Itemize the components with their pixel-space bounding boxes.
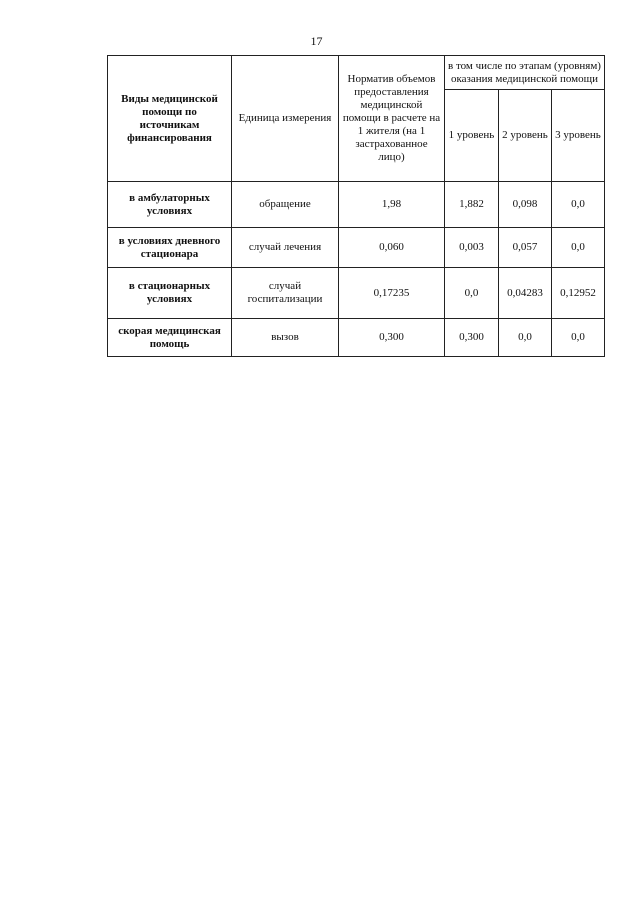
- cell-level-1: 0,003: [445, 228, 499, 268]
- header-unit: Единица измерения: [232, 56, 339, 182]
- table-row: [108, 268, 605, 319]
- cell-level-2: 0,057: [499, 228, 552, 268]
- cell-level-3: 0,12952: [552, 268, 605, 319]
- cell-level-3: 0,0: [552, 182, 605, 228]
- cell-level-2: 0,098: [499, 182, 552, 228]
- header-care-type: Виды медицинской помощи по источникам финансирования: [108, 56, 232, 182]
- cell-care-type: в стационарных условиях: [108, 268, 232, 319]
- cell-care-type: в амбулаторных условиях: [108, 182, 232, 228]
- table-row: [108, 319, 605, 357]
- header-level-2: 2 уровень: [499, 90, 552, 182]
- cell-unit: обращение: [232, 182, 339, 228]
- cell-unit: случай госпитализации: [232, 268, 339, 319]
- header-level-1: 1 уровень: [445, 90, 499, 182]
- cell-unit: вызов: [232, 319, 339, 357]
- cell-norm: 1,98: [339, 182, 445, 228]
- cell-level-2: 0,0: [499, 319, 552, 357]
- cell-norm: 0,17235: [339, 268, 445, 319]
- cell-level-3: 0,0: [552, 228, 605, 268]
- cell-level-1: 1,882: [445, 182, 499, 228]
- header-level-3: 3 уровень: [552, 90, 605, 182]
- header-norm: Норматив объемов предоставления медицинской помощи в расчете на 1 жителя (на 1 застрахованное лицо): [339, 56, 445, 182]
- cell-level-2: 0,04283: [499, 268, 552, 319]
- cell-norm: 0,060: [339, 228, 445, 268]
- cell-level-1: 0,0: [445, 268, 499, 319]
- cell-unit: случай лечения: [232, 228, 339, 268]
- cell-norm: 0,300: [339, 319, 445, 357]
- table-row: [108, 228, 605, 268]
- cell-care-type: скорая медицинская помощь: [108, 319, 232, 357]
- header-stages: в том числе по этапам (уровням) оказания медицинской помощи: [445, 56, 605, 90]
- cell-care-type: в условиях дневного стационара: [108, 228, 232, 268]
- cell-level-1: 0,300: [445, 319, 499, 357]
- cell-level-3: 0,0: [552, 319, 605, 357]
- medical-care-norms-table: [107, 55, 605, 357]
- table-header-row: [108, 56, 605, 90]
- page-number: 17: [310, 34, 323, 48]
- table-row: [108, 182, 605, 228]
